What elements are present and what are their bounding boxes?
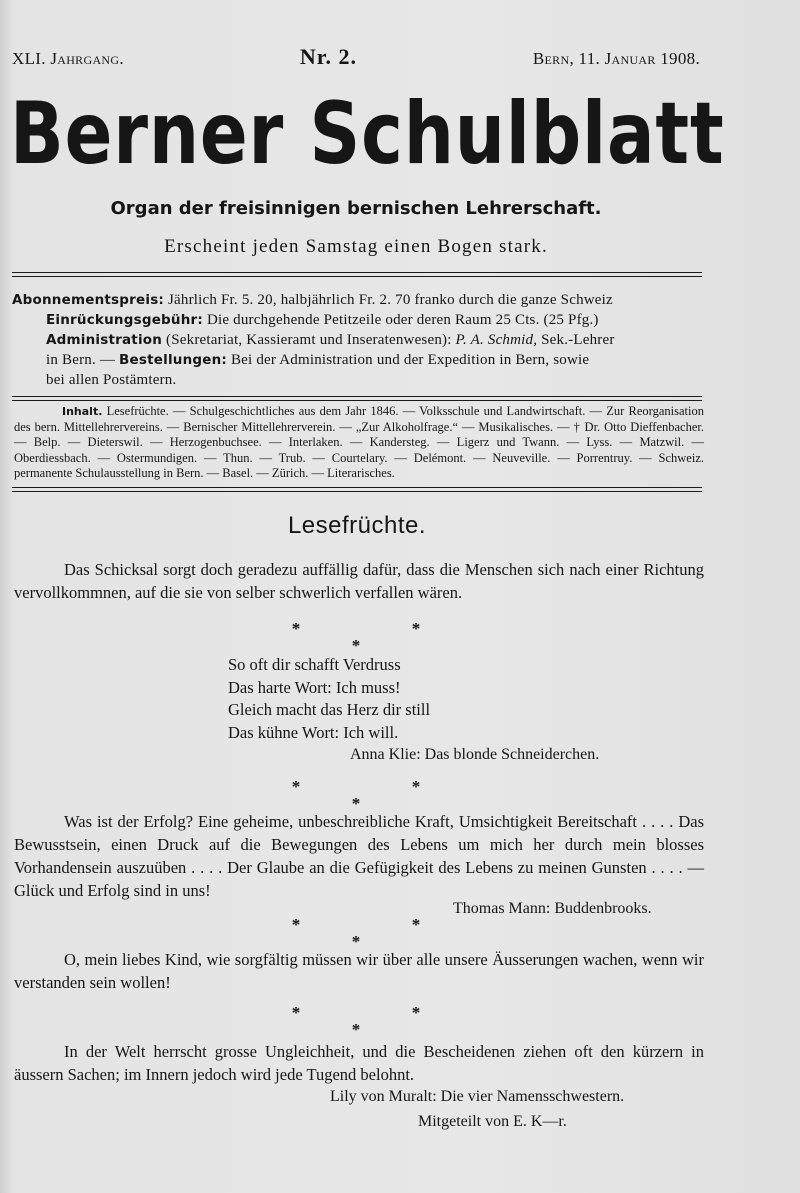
quote-2-text: Was ist der Erfolg? Eine geheime, unbeschreibliche Kraft, Umsichtigkeit Bereitschaft . . . . Das Bewusstsein, einen Druck auf die Bewegungen des Lebens um mich her durch mein blosses Vorhandensein auszuüben . . . . Der Glaube an die Gefügigkeit des Lebens zu meinen Gunsten . . . . — Glück und Erfolg sind in uns! [14, 812, 704, 900]
quote-3 [14, 948, 704, 994]
ein-text: Die durchgehende Petitzeile oder deren Raum 25 Cts. (25 Pfg.) [203, 312, 599, 328]
abo-label: Abonnementspreis: [12, 292, 165, 308]
poem-line: Das harte Wort: Ich muss! [228, 677, 401, 697]
quote-4-text: In der Welt herrscht grosse Ungleichheit, und die Bescheidenen ziehen oft den kürzern in äussern Sachen; im Innern jedoch wird jede Tugend belohnt. [14, 1042, 704, 1084]
contents-top-divider [12, 396, 702, 401]
asterism-4: * * * [291, 1003, 421, 1039]
abo-text: Jährlich Fr. 5. 20, halbjährlich Fr. 2. 70 franko durch die ganze Schweiz [164, 292, 613, 308]
poem [228, 654, 430, 744]
ein-label: Einrückungsgebühr: [46, 312, 203, 328]
newspaper-title: Berner Schulblatt [10, 84, 725, 184]
adm-tail: Sek.-Lehrer [537, 332, 615, 348]
best-label: Bestellungen: [119, 352, 228, 368]
contents-bottom-divider [12, 487, 702, 492]
asterism-2: * * * [291, 777, 421, 813]
quote-2-attribution: Thomas Mann: Buddenbrooks. [453, 900, 652, 917]
poem-line: Das kühne Wort: Ich will. [228, 722, 399, 742]
subscription-info [12, 290, 702, 390]
adm-text: (Sekretariat, Kassieramt und Inseratenwesen): [162, 332, 456, 348]
table-of-contents [14, 404, 704, 482]
header-divider [12, 272, 702, 277]
adm-label: Administration [46, 332, 163, 348]
poem-line: So oft dir schafft Verdruss [228, 655, 401, 674]
poem-attribution: Anna Klie: Das blonde Schneiderchen. [350, 746, 600, 763]
best-text: Bei der Administration und der Expedition in Bern, sowie [227, 352, 590, 368]
poem-line: Gleich macht das Herz dir still [228, 700, 431, 719]
contents-label: Inhalt. [62, 405, 103, 418]
quote-4 [14, 1040, 704, 1086]
asterism-1: * * * [291, 619, 421, 655]
best-line2: bei allen Postämtern. [46, 372, 177, 388]
volume-label: XLI. Jahrgang. [12, 49, 124, 68]
quote-1 [14, 558, 704, 604]
quote-2 [14, 810, 704, 902]
masthead [12, 44, 700, 70]
contents-text: Lesefrüchte. — Schulgeschichtliches aus dem Jahr 1846. — Volksschule und Landwirtschaft. — Zur Reorganisation des bern. Mittellehrervereins. — Bernischer Mittellehrerverein. — „Zur Alkoholfrage.“ — Musikalisches. — † Dr. Otto Dieffenbacher. — Belp. — Dieterswil. — Herzogenbuchsee. — Interlaken. — Kandersteg. — Ligerz und Twann. — Lyss. — Matzwil. — Oberdiessbach. — Ostermundigen. — Thun. — Trub. — Courtelary. — Delémont. — Neuveville. — Porrentruy. — Schweiz. permanente Schulausstellung in Bern. — Basel. — Zürich. — Literarisches. [14, 404, 704, 480]
publication-frequency: Erscheint jeden Samstag einen Bogen stark. [164, 236, 548, 257]
section-title: Lesefrüchte. [287, 512, 427, 539]
adm-line2: in Bern. — [46, 352, 120, 368]
quote-4-attribution: Lily von Muralt: Die vier Namensschwestern. [330, 1088, 625, 1105]
contributor-credit: Mitgeteilt von E. K—r. [418, 1113, 567, 1130]
newspaper-subtitle: Organ der freisinnigen bernischen Lehrerschaft. [110, 198, 602, 219]
quote-3-text: O, mein liebes Kind, wie sorgfältig müssen wir über alle unsere Äusserungen wachen, wenn wir verstanden sein wollen! [14, 950, 704, 992]
issue-number: Nr. 2. [299, 44, 357, 69]
place-date: Bern, 11. Januar 1908. [532, 49, 700, 68]
asterism-3: * * * [291, 915, 421, 951]
adm-name: P. A. Schmid, [455, 332, 538, 348]
quote-1-text: Das Schicksal sorgt doch geradezu auffällig dafür, dass die Menschen sich nach einer Richtung vervollkommnen, auf die sie von selber schwerlich verfallen wären. [14, 560, 704, 602]
